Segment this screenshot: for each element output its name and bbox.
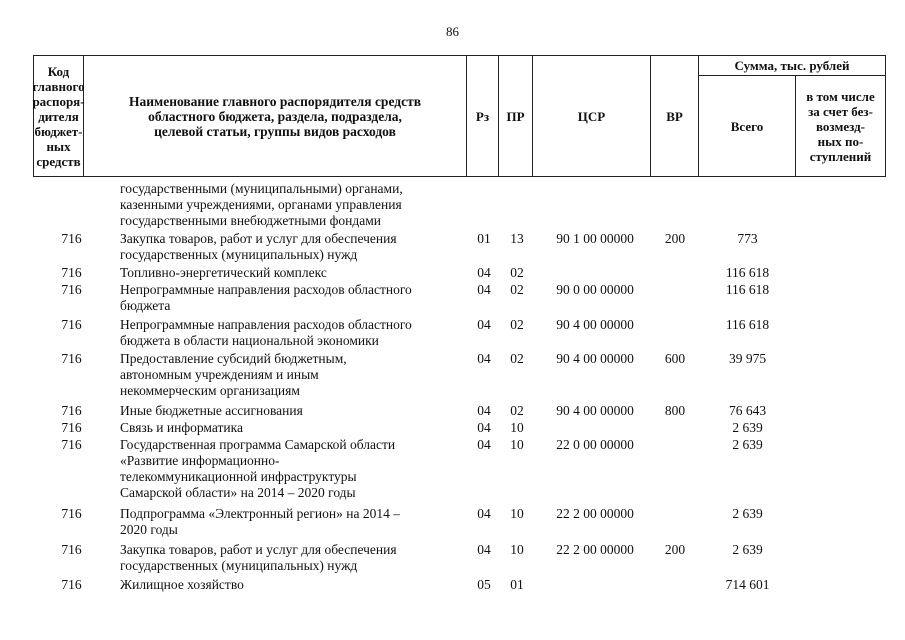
row-name: Непрограммные направления расходов областного бюджета xyxy=(120,282,412,313)
row-csr: 22 0 00 00000 xyxy=(556,437,634,452)
row-name: Связь и информатика xyxy=(120,420,243,435)
header-total: Всего xyxy=(730,118,764,134)
row-rz: 05 xyxy=(477,577,491,592)
row-code: 716 xyxy=(61,317,82,332)
row-code: 716 xyxy=(61,506,82,521)
row-total: 76 643 xyxy=(728,403,767,418)
row-pr: 02 xyxy=(510,317,524,332)
row-vr: 600 xyxy=(664,351,686,366)
row-vr: 200 xyxy=(664,542,686,557)
row-total: 714 601 xyxy=(725,577,770,592)
row-code: 716 xyxy=(61,403,82,418)
row-rz: 04 xyxy=(477,351,491,366)
row-pr: 02 xyxy=(510,351,524,366)
row-total: 2 639 xyxy=(732,506,763,521)
row-rz: 04 xyxy=(477,506,491,521)
row-name: Закупка товаров, работ и услуг для обеспечения государственных (муниципальных) нужд xyxy=(120,542,397,573)
row-rz: 04 xyxy=(477,317,491,332)
row-code: 716 xyxy=(61,351,82,366)
row-pr: 10 xyxy=(510,542,524,557)
row-name: Непрограммные направления расходов областного бюджета в области национальной экономики xyxy=(120,317,412,348)
row-code: 716 xyxy=(61,420,82,435)
row-vr: 800 xyxy=(664,403,686,418)
row-pr: 10 xyxy=(510,506,524,521)
row-pr: 01 xyxy=(510,577,524,592)
row-code: 716 xyxy=(61,265,82,280)
header-pr: ПР xyxy=(506,108,525,124)
row-name: Предоставление субсидий бюджетным, автономным учреждениям и иным некоммерческим организациям xyxy=(120,351,347,398)
row-total: 2 639 xyxy=(732,542,763,557)
row-csr: 22 2 00 00000 xyxy=(556,506,634,521)
page-number: 86 xyxy=(446,24,459,39)
header-code: Код главного распоря- дителя бюджет- ных средств xyxy=(32,63,85,169)
row-rz: 04 xyxy=(477,403,491,418)
row-pr: 02 xyxy=(510,265,524,280)
row-rz: 04 xyxy=(477,542,491,557)
row-csr: 90 4 00 00000 xyxy=(556,351,634,366)
header-vr: ВР xyxy=(666,108,683,124)
row-name: Иные бюджетные ассигнования xyxy=(120,403,303,418)
row-code: 716 xyxy=(61,282,82,297)
row-rz: 04 xyxy=(477,265,491,280)
row-pr: 02 xyxy=(510,282,524,297)
row-name: Государственная программа Самарской области «Развитие информационно- телекоммуникационной инфраструктуры Самарской области» на 2014 – 2020 годы xyxy=(120,437,396,500)
row-total: 116 618 xyxy=(725,282,770,297)
row-rz: 01 xyxy=(477,231,491,246)
header-name: Наименование главного распорядителя средств областного бюджета, раздела, подраздела, целевой статьи, группы видов расходов xyxy=(128,93,421,139)
row-csr: 90 4 00 00000 xyxy=(556,317,634,332)
row-pr: 02 xyxy=(510,403,524,418)
row-csr: 90 1 00 00000 xyxy=(556,231,634,246)
header-rz: Рз xyxy=(475,108,490,124)
table-header xyxy=(33,55,886,177)
header-csr: ЦСР xyxy=(577,108,606,124)
row-name: государственными (муниципальными) органами, казенными учреждениями, органами управления государственными внебюджетными фондами xyxy=(120,181,403,228)
row-code: 716 xyxy=(61,231,82,246)
row-name: Топливно-энергетический комплекс xyxy=(120,265,327,280)
row-code: 716 xyxy=(61,542,82,557)
row-rz: 04 xyxy=(477,282,491,297)
header-gratuitous: в том числе за счет без- возмезд- ных по- ступлений xyxy=(806,88,875,164)
row-vr: 200 xyxy=(664,231,686,246)
row-csr: 22 2 00 00000 xyxy=(556,542,634,557)
row-csr: 90 4 00 00000 xyxy=(556,403,634,418)
row-total: 116 618 xyxy=(725,265,770,280)
row-name: Жилищное хозяйство xyxy=(120,577,244,592)
row-name: Закупка товаров, работ и услуг для обеспечения государственных (муниципальных) нужд xyxy=(120,231,397,262)
row-total: 39 975 xyxy=(728,351,767,366)
row-total: 773 xyxy=(737,231,758,246)
row-csr: 90 0 00 00000 xyxy=(556,282,634,297)
row-name: Подпрограмма «Электронный регион» на 2014 – 2020 годы xyxy=(120,506,400,537)
row-code: 716 xyxy=(61,437,82,452)
row-rz: 04 xyxy=(477,420,491,435)
row-pr: 10 xyxy=(510,420,524,435)
row-pr: 13 xyxy=(510,231,524,246)
row-total: 2 639 xyxy=(732,420,763,435)
row-pr: 10 xyxy=(510,437,524,452)
row-total: 2 639 xyxy=(732,437,763,452)
row-rz: 04 xyxy=(477,437,491,452)
row-code: 716 xyxy=(61,577,82,592)
row-total: 116 618 xyxy=(725,317,770,332)
header-sum: Сумма, тыс. рублей xyxy=(734,58,850,73)
